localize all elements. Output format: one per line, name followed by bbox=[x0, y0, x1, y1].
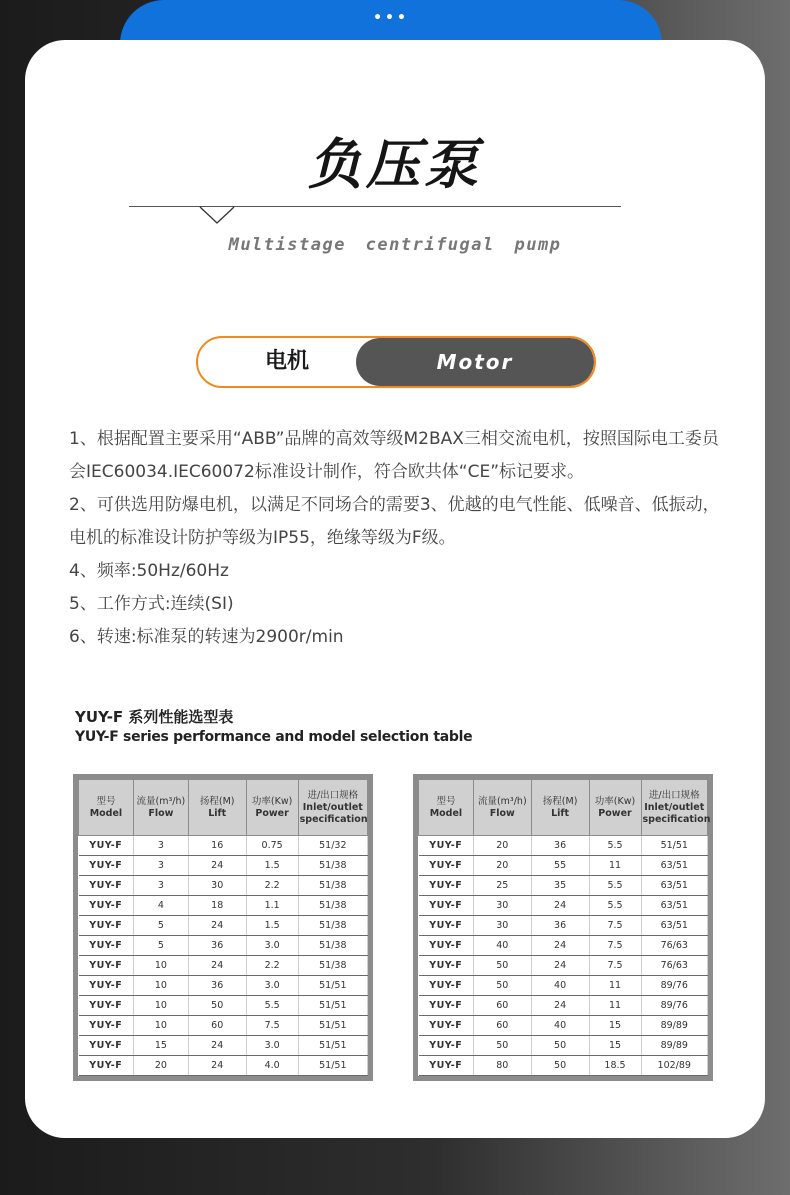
table-cell: 15 bbox=[589, 1036, 641, 1056]
table-cell: YUY-F bbox=[419, 936, 474, 956]
table-cell: 10 bbox=[133, 956, 188, 976]
table-row bbox=[79, 856, 368, 876]
table-row bbox=[79, 836, 368, 856]
table-cell: 50 bbox=[473, 1036, 531, 1056]
table-row bbox=[419, 956, 708, 976]
table-row bbox=[419, 916, 708, 936]
table-cell: 7.5 bbox=[589, 916, 641, 936]
content-card bbox=[25, 40, 765, 1138]
table-cell: 7.5 bbox=[589, 936, 641, 956]
section-pill bbox=[196, 336, 596, 388]
table-cell: 0.75 bbox=[246, 836, 298, 856]
table-cell: 3.0 bbox=[246, 936, 298, 956]
table-row bbox=[79, 916, 368, 936]
table-cell: 50 bbox=[531, 1036, 589, 1056]
table-cell: 7.5 bbox=[589, 956, 641, 976]
table-cell: 89/76 bbox=[641, 996, 707, 1016]
table-cell: YUY-F bbox=[419, 976, 474, 996]
table-cell: YUY-F bbox=[419, 896, 474, 916]
table-cell: 51/51 bbox=[298, 1016, 367, 1036]
table-cell: 35 bbox=[531, 876, 589, 896]
table-row bbox=[79, 1016, 368, 1036]
col-lift: 扬程(M) Lift bbox=[188, 780, 246, 836]
table-cell: 30 bbox=[473, 896, 531, 916]
spec-line: 5、工作方式:连续(SI) bbox=[69, 594, 234, 614]
table-cell: 24 bbox=[531, 996, 589, 1016]
table-cell: 36 bbox=[531, 916, 589, 936]
table-cell: 25 bbox=[473, 876, 531, 896]
table-row bbox=[419, 836, 708, 856]
table-cell: YUY-F bbox=[79, 1016, 134, 1036]
table-cell: 10 bbox=[133, 1016, 188, 1036]
table-header-row bbox=[79, 780, 368, 836]
table-row bbox=[79, 1036, 368, 1056]
table-cell: 63/51 bbox=[641, 916, 707, 936]
table-cell: 1.5 bbox=[246, 856, 298, 876]
table-cell: YUY-F bbox=[79, 1036, 134, 1056]
table-cell: YUY-F bbox=[419, 956, 474, 976]
table-cell: 63/51 bbox=[641, 856, 707, 876]
table-cell: 18.5 bbox=[589, 1056, 641, 1076]
table-cell: YUY-F bbox=[79, 916, 134, 936]
table-cell: 5 bbox=[133, 936, 188, 956]
col-power: 功率(Kw) Power bbox=[246, 780, 298, 836]
table-row bbox=[79, 936, 368, 956]
table-cell: 55 bbox=[531, 856, 589, 876]
section-label-en: Motor bbox=[356, 338, 594, 386]
table-cell: 60 bbox=[473, 1016, 531, 1036]
table-cell: 60 bbox=[473, 996, 531, 1016]
title-divider bbox=[129, 204, 621, 224]
table-cell: 15 bbox=[133, 1036, 188, 1056]
section-label-cn: 电机 bbox=[264, 349, 309, 374]
table-cell: 89/89 bbox=[641, 1016, 707, 1036]
table-row bbox=[79, 976, 368, 996]
table-cell: 63/51 bbox=[641, 896, 707, 916]
motor-spec-list bbox=[69, 423, 729, 654]
table-cell: 11 bbox=[589, 856, 641, 876]
table-cell: 24 bbox=[531, 896, 589, 916]
table-cell: YUY-F bbox=[79, 896, 134, 916]
table-row bbox=[79, 1056, 368, 1076]
table-cell: 51/32 bbox=[298, 836, 367, 856]
table-cell: 20 bbox=[473, 836, 531, 856]
table-cell: 50 bbox=[188, 996, 246, 1016]
table-cell: YUY-F bbox=[419, 856, 474, 876]
table-row bbox=[79, 996, 368, 1016]
table-cell: 51/51 bbox=[298, 1036, 367, 1056]
table-cell: 5.5 bbox=[246, 996, 298, 1016]
table-cell: 18 bbox=[188, 896, 246, 916]
table-cell: 102/89 bbox=[641, 1056, 707, 1076]
table-cell: 4.0 bbox=[246, 1056, 298, 1076]
table-cell: 3.0 bbox=[246, 1036, 298, 1056]
table-cell: 20 bbox=[133, 1056, 188, 1076]
table-cell: 36 bbox=[531, 836, 589, 856]
table-heading bbox=[75, 707, 472, 747]
table-cell: YUY-F bbox=[419, 996, 474, 1016]
table-cell: 24 bbox=[531, 956, 589, 976]
col-spec: 进/出口规格 Inlet/outlet specification bbox=[641, 780, 707, 836]
table-row bbox=[419, 856, 708, 876]
table-cell: 2.2 bbox=[246, 876, 298, 896]
table-row bbox=[79, 876, 368, 896]
page-subtitle: Multistage centrifugal pump bbox=[228, 235, 562, 255]
table-cell: 89/76 bbox=[641, 976, 707, 996]
table-cell: 51/38 bbox=[298, 916, 367, 936]
table-cell: 4 bbox=[133, 896, 188, 916]
table-cell: YUY-F bbox=[79, 856, 134, 876]
table-cell: 16 bbox=[188, 836, 246, 856]
table-cell: 11 bbox=[589, 996, 641, 1016]
table-cell: 24 bbox=[188, 916, 246, 936]
table-cell: 51/51 bbox=[298, 996, 367, 1016]
table-row bbox=[419, 1036, 708, 1056]
table-cell: YUY-F bbox=[79, 836, 134, 856]
col-power: 功率(Kw) Power bbox=[589, 780, 641, 836]
table-cell: 3 bbox=[133, 876, 188, 896]
spec-line: 1、根据配置主要采用“ABB”品牌的高效等级M2BAX三相交流电机，按照国际电工委员会IEC60034.IEC60072标准设计制作，符合欧共体“CE”标记要求。 bbox=[69, 429, 719, 482]
table-cell: 5.5 bbox=[589, 876, 641, 896]
table-cell: 5 bbox=[133, 916, 188, 936]
table-cell: 36 bbox=[188, 976, 246, 996]
table-cell: 24 bbox=[188, 856, 246, 876]
table-row bbox=[419, 1016, 708, 1036]
spec-line: 4、频率:50Hz/60Hz bbox=[69, 561, 229, 581]
table-cell: 76/63 bbox=[641, 936, 707, 956]
table-cell: YUY-F bbox=[79, 876, 134, 896]
table-cell: 50 bbox=[473, 956, 531, 976]
table-cell: 24 bbox=[531, 936, 589, 956]
table-cell: 40 bbox=[531, 976, 589, 996]
table-cell: YUY-F bbox=[419, 1036, 474, 1056]
table-row bbox=[419, 976, 708, 996]
table-cell: 24 bbox=[188, 956, 246, 976]
table-cell: 10 bbox=[133, 976, 188, 996]
table-row bbox=[79, 956, 368, 976]
selection-table-left bbox=[73, 774, 373, 1081]
table-cell: 51/38 bbox=[298, 896, 367, 916]
table-cell: 40 bbox=[473, 936, 531, 956]
table-row bbox=[79, 896, 368, 916]
table-cell: 50 bbox=[531, 1056, 589, 1076]
table-cell: 24 bbox=[188, 1036, 246, 1056]
table-cell: 3.0 bbox=[246, 976, 298, 996]
table-cell: 3 bbox=[133, 836, 188, 856]
dots-icon: ••• bbox=[373, 10, 409, 26]
table-cell: 7.5 bbox=[246, 1016, 298, 1036]
table-cell: YUY-F bbox=[79, 976, 134, 996]
table-cell: YUY-F bbox=[419, 876, 474, 896]
table-cell: 51/51 bbox=[298, 1056, 367, 1076]
table-cell: YUY-F bbox=[79, 956, 134, 976]
table-cell: 89/89 bbox=[641, 1036, 707, 1056]
col-spec: 进/出口规格 Inlet/outlet specification bbox=[298, 780, 367, 836]
table-cell: 20 bbox=[473, 856, 531, 876]
table-cell: 30 bbox=[473, 916, 531, 936]
table-row bbox=[419, 876, 708, 896]
table-cell: 30 bbox=[188, 876, 246, 896]
table-cell: 51/38 bbox=[298, 856, 367, 876]
table-cell: YUY-F bbox=[419, 836, 474, 856]
table-row bbox=[419, 1056, 708, 1076]
spec-line: 2、可供选用防爆电机，以满足不同场合的需要3、优越的电气性能、低噪音、低振动，电机的标准设计防护等级为IP55，绝缘等级为F级。 bbox=[69, 495, 720, 548]
table-cell: 10 bbox=[133, 996, 188, 1016]
table-row bbox=[419, 996, 708, 1016]
table-cell: 51/38 bbox=[298, 956, 367, 976]
table-cell: 50 bbox=[473, 976, 531, 996]
table-cell: 5.5 bbox=[589, 836, 641, 856]
table-cell: 1.5 bbox=[246, 916, 298, 936]
table-cell: 15 bbox=[589, 1016, 641, 1036]
table-cell: 5.5 bbox=[589, 896, 641, 916]
table-cell: YUY-F bbox=[419, 916, 474, 936]
table-cell: 36 bbox=[188, 936, 246, 956]
table-cell: 76/63 bbox=[641, 956, 707, 976]
table-cell: 51/51 bbox=[298, 976, 367, 996]
table-title-en: YUY-F series performance and model selection table bbox=[75, 729, 473, 745]
table-cell: 51/38 bbox=[298, 876, 367, 896]
col-flow: 流量(m³/h) Flow bbox=[473, 780, 531, 836]
selection-table-right bbox=[413, 774, 713, 1081]
col-lift: 扬程(M) Lift bbox=[531, 780, 589, 836]
table-cell: YUY-F bbox=[79, 936, 134, 956]
table-cell: 40 bbox=[531, 1016, 589, 1036]
table-cell: YUY-F bbox=[419, 1016, 474, 1036]
table-cell: YUY-F bbox=[79, 996, 134, 1016]
page-title: 负压泵 bbox=[308, 133, 482, 196]
table-cell: 24 bbox=[188, 1056, 246, 1076]
col-model: 型号 Model bbox=[419, 780, 474, 836]
table-header-row bbox=[419, 780, 708, 836]
table-cell: 60 bbox=[188, 1016, 246, 1036]
table-cell: 51/51 bbox=[641, 836, 707, 856]
col-flow: 流量(m³/h) Flow bbox=[133, 780, 188, 836]
table-cell: 11 bbox=[589, 976, 641, 996]
table-title-cn: YUY-F 系列性能选型表 bbox=[75, 708, 234, 726]
table-cell: YUY-F bbox=[79, 1056, 134, 1076]
table-cell: 63/51 bbox=[641, 876, 707, 896]
table-cell: 51/38 bbox=[298, 936, 367, 956]
col-model: 型号 Model bbox=[79, 780, 134, 836]
spec-line: 6、转速:标准泵的转速为2900r/min bbox=[69, 627, 344, 647]
table-row bbox=[419, 936, 708, 956]
table-row bbox=[419, 896, 708, 916]
table-cell: YUY-F bbox=[419, 1056, 474, 1076]
table-cell: 3 bbox=[133, 856, 188, 876]
table-cell: 2.2 bbox=[246, 956, 298, 976]
table-cell: 80 bbox=[473, 1056, 531, 1076]
table-cell: 1.1 bbox=[246, 896, 298, 916]
